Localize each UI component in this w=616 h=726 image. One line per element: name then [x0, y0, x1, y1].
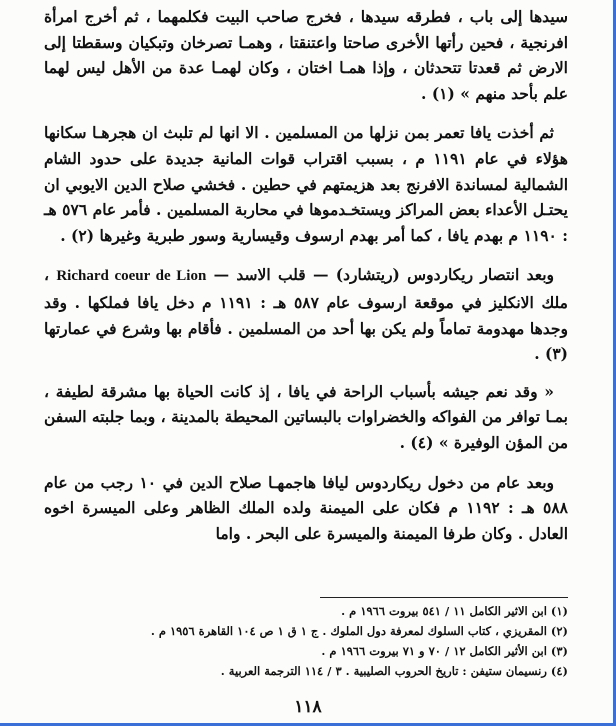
main-text: [44, 4, 568, 560]
paragraph-5: وبعد عام من دخول ريكاردوس ليافا هاجمهـا صلاح الدين في ١٠ رجب من عام ٥٨٨ هـ : ١١٩٢ م فكان على الميمنة ولده الملك الظاهر وعلى الميسرة اخوه العادل . وكان طرفا الميمنة والميسرة على البحر . واما: [44, 472, 568, 543]
footnote-1: (١) ابن الاثير الكامل ١١ / ٥٤١ بيروت ١٩٦٦ م .: [341, 604, 568, 618]
paragraph-3-start: وبعد انتصار ريكاردوس (ريتشارد) — قلب الاسد —: [213, 265, 554, 285]
footnote-3: (٣) ابن الأثير الكامل ١٢ / ٧٠ و ٧١ بيروت ١٩٦٦ م .: [321, 644, 568, 658]
footnotes: [68, 601, 568, 681]
page-number: ١١٨: [294, 697, 322, 717]
paragraph-3: [44, 262, 568, 366]
latin-name: Richard coeur de Lion: [56, 268, 207, 285]
paragraph-4-quote: « وقد نعم جيشه بأسباب الراحة في يافا ، إذ كانت الحياة بها مشرقة لطيفة ، بمـا توافر من الفواكه والخضراوات بالبساتين المحيطة بالمدينة ، وبما جلبته السفن من المؤن الوفيرة » (٤) .: [44, 381, 568, 452]
footnote-divider: [320, 597, 568, 598]
paragraph-1: سيدها إلى باب ، فطرقه سيدها ، فخرج صاحب البيت فكلمهما ، ثم أخرج امرأة افرنجية ، فحين رأتها الأخرى صاحتا واعتنقتا ، وهمـا تصرخان وتبكيان وسقطتا إلى الارض ثم قعدتا تتحدثان ، وإذا همـا اختان ، وكان لهمـا عدة من الأهل ليس لهما علم بأحد منهم » (١) .: [44, 7, 568, 103]
footnote-4: (٤) رنسيمان ستيفن : تاريخ الحروب الصليبية . ٣ / ١١٤ الترجمة العربية .: [220, 664, 568, 678]
footnote-2: (٢) المقريزي ، كتاب السلوك لمعرفة دول الملوك . ج ١ ق ١ ص ١٠٤ القاهرة ١٩٥٦ م .: [150, 624, 568, 638]
paragraph-3-end: ، ملك الانكليز في موقعة ارسوف عام ٥٨٧ هـ : ١١٩١ م دخل يافا فملكها . وقد وجدها مهدومة تماماً ولم يكن بها أحد من المسلمين . فأقام بها وشرع في عمارتها (٣) .: [44, 265, 568, 364]
paragraph-2: ثم أخذت يافا تعمر بمن نزلها من المسلمين . الا انها لم تلبث ان هجرهـا سكانها هؤلاء في عام ١١٩١ م ، بسبب اقتراب قوات المانية جديدة على حدود الشام الشمالية لمساندة الافرنج بعد هزيمتهم في حطين . فخشي صلاح الدين الايوبي ان يحتـل الأعداء بعض المراكز ويستخـدموها في محاربة المسلمين . فأمر عام ٥٧٦ هـ : ١١٩٠ م بهدم يافا ، كما أمر بهدم ارسوف وقيسارية وسور طبرية وغيرها (٢) .: [44, 123, 568, 245]
